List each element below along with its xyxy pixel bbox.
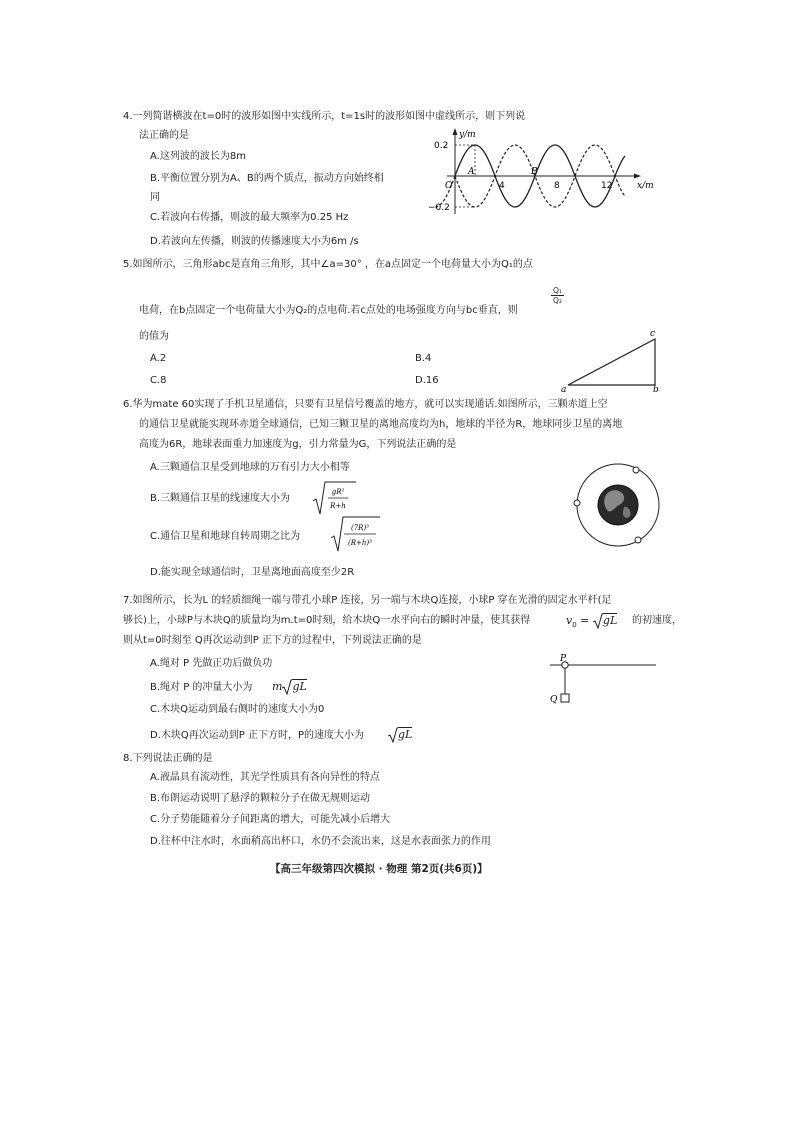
q7-option-b-formula xyxy=(272,679,307,695)
q4-option-d: D.若波向左传播，则波的传播速度大小为6m /s xyxy=(150,236,359,247)
q4-stem-line2: 法正确的是 xyxy=(139,130,189,141)
q8-option-b: B.布朗运动说明了悬浮的颗粒分子在做无规则运动 xyxy=(150,793,371,804)
q6-option-b: B.三颗通信卫星的线速度大小为 xyxy=(150,493,291,504)
q5-stem-line3: 的值为 xyxy=(139,331,169,342)
q4-tick-12: 12 xyxy=(601,181,613,191)
q5-ratio-denominator: Q₂ xyxy=(553,296,562,305)
q4-y-label: y/m xyxy=(459,130,476,140)
q7-option-a: A.绳对 P 先做正功后做负功 xyxy=(150,658,273,669)
q7-option-d-formula xyxy=(388,727,412,743)
q4-stem-line1: 4.一列简谐横波在t=0时的波形如图中实线所示，t=1s时的波形如图中虚线所示，则下列说 xyxy=(123,111,526,122)
q6-option-a: A.三颗通信卫星受到地球的万有引力大小相等 xyxy=(150,462,350,473)
q7-stem-line3: 则从t=0时刻至 Q再次运动到P 正下方的过程中，下列说法正确的是 xyxy=(123,635,422,646)
q6-satellite-1 xyxy=(633,467,639,473)
q5-vertex-a: a xyxy=(561,385,567,394)
q7-v0-radicand: gL xyxy=(602,614,618,627)
q6-stem-line1: 6.华为mate 60实现了手机卫星通信，只要有卫星信号覆盖的地方，就可以实现通话.如图所示，三颗赤道上空 xyxy=(123,399,608,410)
q7-label-q: Q xyxy=(550,695,558,705)
page-footer: 【高三年级第四次模拟 · 物理 第2页(共6页)】 xyxy=(270,863,488,875)
q7-label-p: P xyxy=(560,654,567,664)
q4-tick-8: 8 xyxy=(554,181,560,191)
q4-x-arrow xyxy=(634,174,641,179)
q5-option-b: B.4 xyxy=(415,353,432,364)
q5-triangle xyxy=(568,339,655,385)
q6-satellite-3 xyxy=(635,537,641,543)
q4-y-bottom-tick: −0.2 xyxy=(428,203,450,213)
q4-option-a: A.这列波的波长为8m xyxy=(150,151,246,162)
q6-satellite-2 xyxy=(574,500,580,506)
q5-stem-line1: 5.如图所示，三角形abc是直角三角形，其中∠a=30° ，在a点固定一个电荷量大小为Q₁的点 xyxy=(123,259,533,270)
q7-option-b: B.绳对 P 的冲量大小为 xyxy=(150,682,253,693)
q6-option-c-radical xyxy=(330,514,380,554)
q7-d-radicand: gL xyxy=(398,728,413,741)
q4-tick-4: 4 xyxy=(499,181,505,191)
q6-c-denominator: (R+h)³ xyxy=(348,539,372,547)
q5-triangle-figure xyxy=(556,326,668,394)
q5-stem-line2: 电荷，在b点固定一个电荷量大小为Q₂的点电荷.若c点处的电场强度方向与bc垂直，则 xyxy=(139,305,518,316)
q8-option-a: A.液晶具有流动性，其光学性质具有各向异性的特点 xyxy=(150,772,380,783)
q7-v-symbol: v xyxy=(566,614,573,627)
q4-point-b-label: B xyxy=(531,167,538,177)
q4-point-a-label: A xyxy=(468,167,475,177)
q4-y-top-tick: 0.2 xyxy=(434,141,449,151)
q6-option-b-radical xyxy=(312,479,356,517)
q6-option-d: D.能实现全球通信时，卫星离地面高度至少2R xyxy=(150,567,355,578)
q6-b-numerator: gR² xyxy=(331,488,345,496)
q6-stem-line2: 的通信卫星就能实现环赤道全球通信，已知三颗卫星的离地高度均为h，地球的半径为R，地球同步卫星的离地 xyxy=(139,419,623,430)
q6-satellite-figure xyxy=(572,459,664,551)
q7-initial-velocity xyxy=(566,613,617,632)
q4-option-b-line2: 同 xyxy=(150,192,160,203)
q6-c-numerator: (7R)³ xyxy=(351,524,369,532)
q5-option-d: D.16 xyxy=(415,375,439,386)
q6-stem-line3: 高度为6R，地球表面重力加速度为g，引力常量为G，下列说法正确的是 xyxy=(139,439,457,450)
q7-block-q xyxy=(561,694,569,702)
q7-v0-root-sign xyxy=(593,613,603,629)
q8-option-d: D.往杯中注水时，水面稍高出杯口，水仍不会流出来，这是水表面张力的作用 xyxy=(150,836,491,847)
q8-option-c: C.分子势能随着分子间距离的增大，可能先减小后增大 xyxy=(150,814,391,825)
q7-stem-line1: 7.如图所示，长为L 的轻质细绳一端与带孔小球P 连接，另一端与木块Q连接，小球P 穿在光滑的固定水平杆(足 xyxy=(123,595,612,606)
q5-vertex-b: b xyxy=(653,385,659,394)
q4-y-arrow xyxy=(453,128,458,135)
q4-origin-label: O xyxy=(445,181,453,191)
q7-option-d: D.木块Q再次运动到P 正下方时，P的速度大小为 xyxy=(150,730,364,741)
q5-option-c: C.8 xyxy=(150,375,167,386)
q4-wave-figure xyxy=(425,126,660,221)
q7-d-root-sign xyxy=(388,727,398,743)
q4-option-c: C.若波向右传播，则波的最大频率为0.25 Hz xyxy=(150,212,349,223)
q7-stem-line2-end: 的初速度， xyxy=(632,615,682,626)
q5-ratio-fraction xyxy=(551,286,564,305)
q5-option-a: A.2 xyxy=(150,353,167,364)
q7-option-c: C.木块Q运动到最右侧时的速度大小为0 xyxy=(150,704,325,715)
q4-x-label: x/m xyxy=(637,181,654,191)
q8-stem: 8.下列说法正确的是 xyxy=(123,753,213,764)
q4-option-b-line1: B.平衡位置分别为A、B的两个质点，振动方向始终相 xyxy=(150,173,384,184)
q7-b-radicand: gL xyxy=(292,680,307,693)
q6-option-c: C.通信卫星和地球自转周期之比为 xyxy=(150,531,301,542)
q6-b-denominator: R+h xyxy=(330,502,346,510)
q7-rod-figure xyxy=(548,654,660,708)
q5-ratio-numerator: Q₁ xyxy=(553,286,562,295)
q7-equals: = xyxy=(576,614,593,627)
q7-b-root-sign xyxy=(282,679,292,695)
q7-v-subscript: 0 xyxy=(572,621,577,630)
q7-b-mass: m xyxy=(272,680,283,693)
q5-vertex-c: c xyxy=(650,329,656,339)
q7-stem-line2: 够长)上，小球P与木块Q的质量均为m.t=0时刻，给木块Q一水平向右的瞬时冲量，使其获得 xyxy=(123,615,531,626)
